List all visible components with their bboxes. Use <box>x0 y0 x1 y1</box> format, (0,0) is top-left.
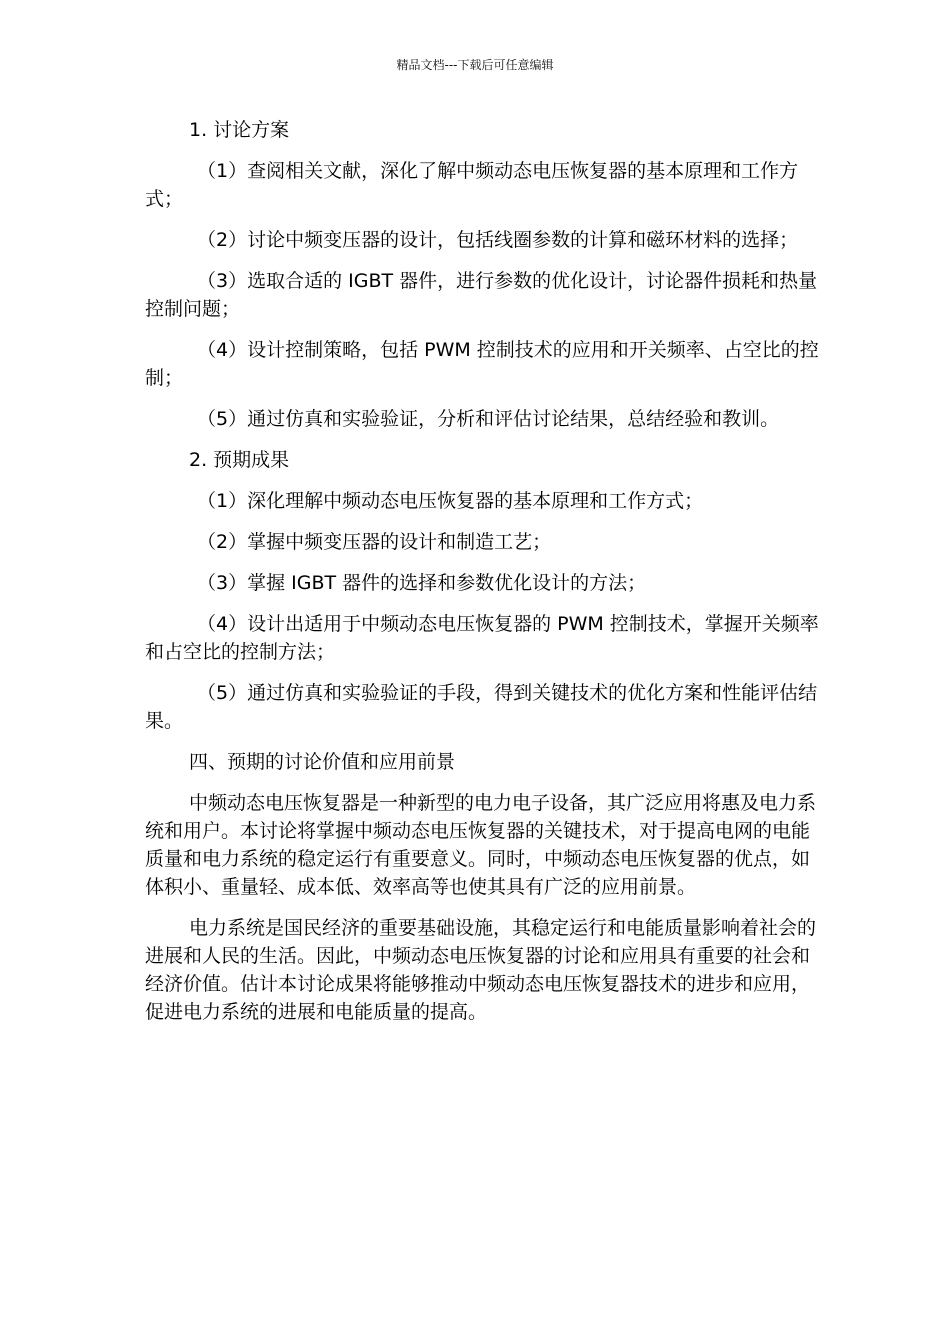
plan-item-2: （2）讨论中频变压器的设计，包括线圈参数的计算和磁环材料的选择； <box>197 229 799 251</box>
result-item-1: （1）深化理解中频动态电压恢复器的基本原理和工作方式； <box>197 490 704 512</box>
result-item-3: （3）掌握 IGBT 器件的选择和参数优化设计的方法； <box>197 572 647 594</box>
result-item-5: （5）通过仿真和实验验证的手段，得到关键技术的优化方案和性能评估结果。 <box>145 682 818 732</box>
section-heading-value-prospects: 四、预期的讨论价值和应用前景 <box>189 751 456 773</box>
section-heading-discussion-plan: 1. 讨论方案 <box>189 119 290 141</box>
page-header: 精品文档---下载后可任意编辑 <box>396 58 554 72</box>
plan-item-5: （5）通过仿真和实验验证，分析和评估讨论结果，总结经验和教训。 <box>197 408 780 430</box>
result-item-2: （2）掌握中频变压器的设计和制造工艺； <box>197 531 552 553</box>
plan-item-3: （3）选取合适的 IGBT 器件，进行参数的优化设计，讨论器件损耗和热量控制问题； <box>145 270 818 320</box>
section-heading-expected-results: 2. 预期成果 <box>189 449 290 471</box>
document-body <box>145 116 825 1026</box>
value-paragraph-1: 中频动态电压恢复器是一种新型的电力电子设备，其广泛应用将惠及电力系统和用户。本讨论将掌握中频动态电压恢复器的关键技术，对于提高电网的电能质量和电力系统的稳定运行有重要意义。同时，中频动态电压恢复器的优点，如体积小、重量轻、成本低、效率高等也使其具有广泛的应用前景。 <box>145 792 817 898</box>
plan-item-1: （1）查阅相关文献，深化了解中频动态电压恢复器的基本原理和工作方式； <box>145 160 799 210</box>
value-paragraph-2: 电力系统是国民经济的重要基础设施，其稳定运行和电能质量影响着社会的进展和人民的生活。因此，中频动态电压恢复器的讨论和应用具有重要的社会和经济价值。估计本讨论成果将能够推动中频动态电压恢复器技术的进步和应用，促进电力系统的进展和电能质量的提高。 <box>145 917 817 1023</box>
result-item-4: （4）设计出适用于中频动态电压恢复器的 PWM 控制技术，掌握开关频率和占空比的控制方法； <box>145 613 819 663</box>
plan-item-4: （4）设计控制策略，包括 PWM 控制技术的应用和开关频率、占空比的控制； <box>145 339 819 389</box>
